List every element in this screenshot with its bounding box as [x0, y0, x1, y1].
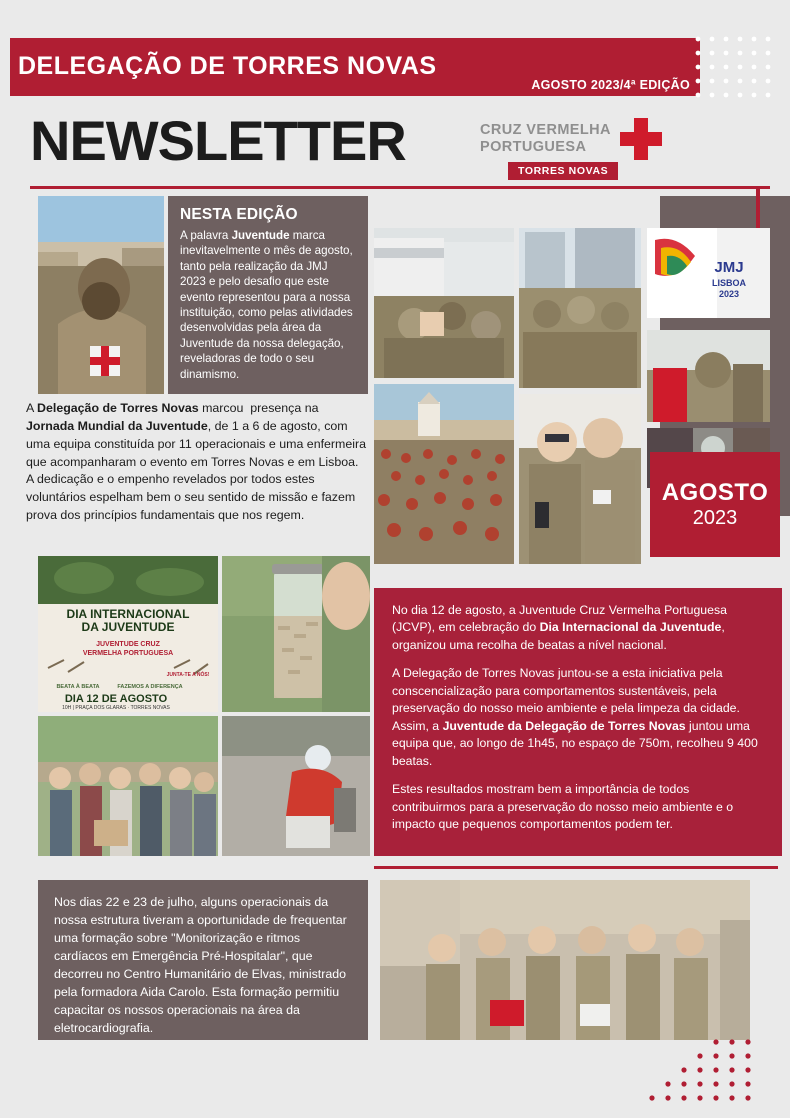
volunteers-standing-street-photo: [519, 228, 641, 388]
svg-text:10H | PRAÇA DOS GLARAS · TOR: 10H | PRAÇA DOS GLARAS · TORRES NOVAS: [62, 705, 170, 711]
header-divider: [30, 186, 770, 189]
date-badge-year: 2023: [692, 507, 738, 529]
beatas-paragraph-2: A Delegação de Torres Novas juntou-se a esta iniciativa pela conscencialização para comportamentos sustentáveis, pela preservação do nosso meio ambiente e pela limpeza da cidade. Assim, a Juventude da Delegação de Torres Novas juntou uma equipa que, ao longo de 1h45, no espaço de 750m, recolheu 9 400 beatas.: [392, 666, 758, 768]
cvp-logo: [480, 118, 665, 178]
svg-text:2023: 2023: [718, 289, 740, 299]
red-cross-icon: [620, 118, 662, 160]
volunteer-portrait-photo: [38, 196, 164, 394]
beatas-text-block: [374, 588, 782, 856]
section-divider: [374, 866, 778, 869]
formacao-text-block: [38, 880, 368, 1040]
svg-text:BEATA À BEATA: BEATA À BEATA: [56, 684, 100, 690]
jmj-lisboa-banner-photo: [647, 228, 770, 318]
svg-text:DIA 12 DE AGOSTO: DIA 12 DE AGOSTO: [64, 693, 168, 705]
svg-text:DA JUVENTUDE: DA JUVENTUDE: [81, 620, 175, 634]
svg-text:FAZEMOS A DIFERENÇA: FAZEMOS A DIFERENÇA: [117, 684, 183, 690]
formacao-paragraph: Nos dias 22 e 23 de julho, alguns operacionais da nossa estrutura tiveram a oportunidade de frequentar uma formação sobre "Monitorização e ritmos cardíacos em Emergência Pré-Hospitalar", que decorreu no Centro Humanitário de Elvas, ministrado pela formadora Aida Carolo. Esta formação permitiu capacitar os nossos operacionais na área da eletrocardiografia.: [54, 895, 347, 1035]
volunteer-picking-butts-photo: [222, 716, 370, 856]
intro-paragraph: A Delegação de Torres Novas marcou presença na Jornada Mundial da Juventude, de 1 a 6 de agosto, com uma equipa constituída por 11 operacionais e uma enfermeira que acompanharam o evento em Torres Novas e em Lisboa. A dedicação e o empenho revelados por todos estes voluntários espelham bem o seu sentido de missão e fazem prova dos princípios fundamentais que nos regem.: [26, 401, 367, 523]
svg-text:JUNTA-TE A NÓS!: JUNTA-TE A NÓS!: [166, 672, 210, 678]
page-title: NEWSLETTER: [30, 109, 406, 172]
beatas-paragraph-1: No dia 12 de agosto, a Juventude Cruz Vermelha Portuguesa (JCVP), em celebração do Dia Internacional da Juventude, organizou uma recolha de beatas a nível nacional.: [392, 603, 727, 652]
svg-text:JMJ: JMJ: [714, 259, 744, 276]
volunteers-group-ambulance-photo: [374, 228, 514, 378]
date-badge: [650, 452, 780, 557]
svg-text:JUVENTUDE CRUZ: JUVENTUDE CRUZ: [96, 641, 160, 648]
beatas-paragraph-3: Estes resultados mostram bem a importância de todos contribuirmos para a preservação do nosso meio ambiente e o impacto que pequenos comportamentos podem ter.: [392, 782, 734, 831]
training-course-group-photo: [380, 880, 750, 1040]
delegation-title: DELEGAÇÃO DE TORRES NOVAS: [18, 52, 437, 80]
volunteer-with-backpack-photo: [647, 330, 770, 422]
edition-label: AGOSTO 2023/4ª EDIÇÃO: [531, 78, 690, 92]
nesta-edicao-title: NESTA EDIÇÃO: [180, 206, 298, 223]
cvp-local-badge: TORRES NOVAS: [508, 162, 618, 180]
crowd-event-photo: [374, 384, 514, 564]
dot-pattern-bottom-icon: [644, 1030, 764, 1104]
cvp-brand-line1: CRUZ VERMELHA: [480, 122, 611, 138]
youth-team-group-photo: [38, 716, 218, 856]
dot-pattern-top-icon: [692, 33, 772, 101]
jar-of-cigarette-butts-photo: [222, 556, 370, 712]
nesta-edicao-block: [168, 196, 368, 394]
nesta-edicao-text: A palavra Juventude marca inevitavelmente o mês de agosto, tanto pela realização da JMJ 2023 e pelo desafio que este evento representou para a nossa instituição, como pelas atividades desenvolvidas pela área da Juventude da nossa delegação, reveladoras de todo o seu dinamismo.: [180, 229, 353, 381]
svg-text:VERMELHA PORTUGUESA: VERMELHA PORTUGUESA: [82, 650, 174, 657]
two-volunteers-radio-photo: [519, 394, 641, 564]
dia-internacional-juventude-poster: [38, 556, 218, 712]
date-badge-month: AGOSTO: [661, 479, 769, 506]
svg-text:LISBOA: LISBOA: [711, 278, 747, 288]
cvp-brand-text: [480, 122, 611, 155]
svg-text:DIA INTERNACIONAL: DIA INTERNACIONAL: [66, 607, 190, 621]
cvp-brand-line2: PORTUGUESA: [480, 138, 587, 155]
